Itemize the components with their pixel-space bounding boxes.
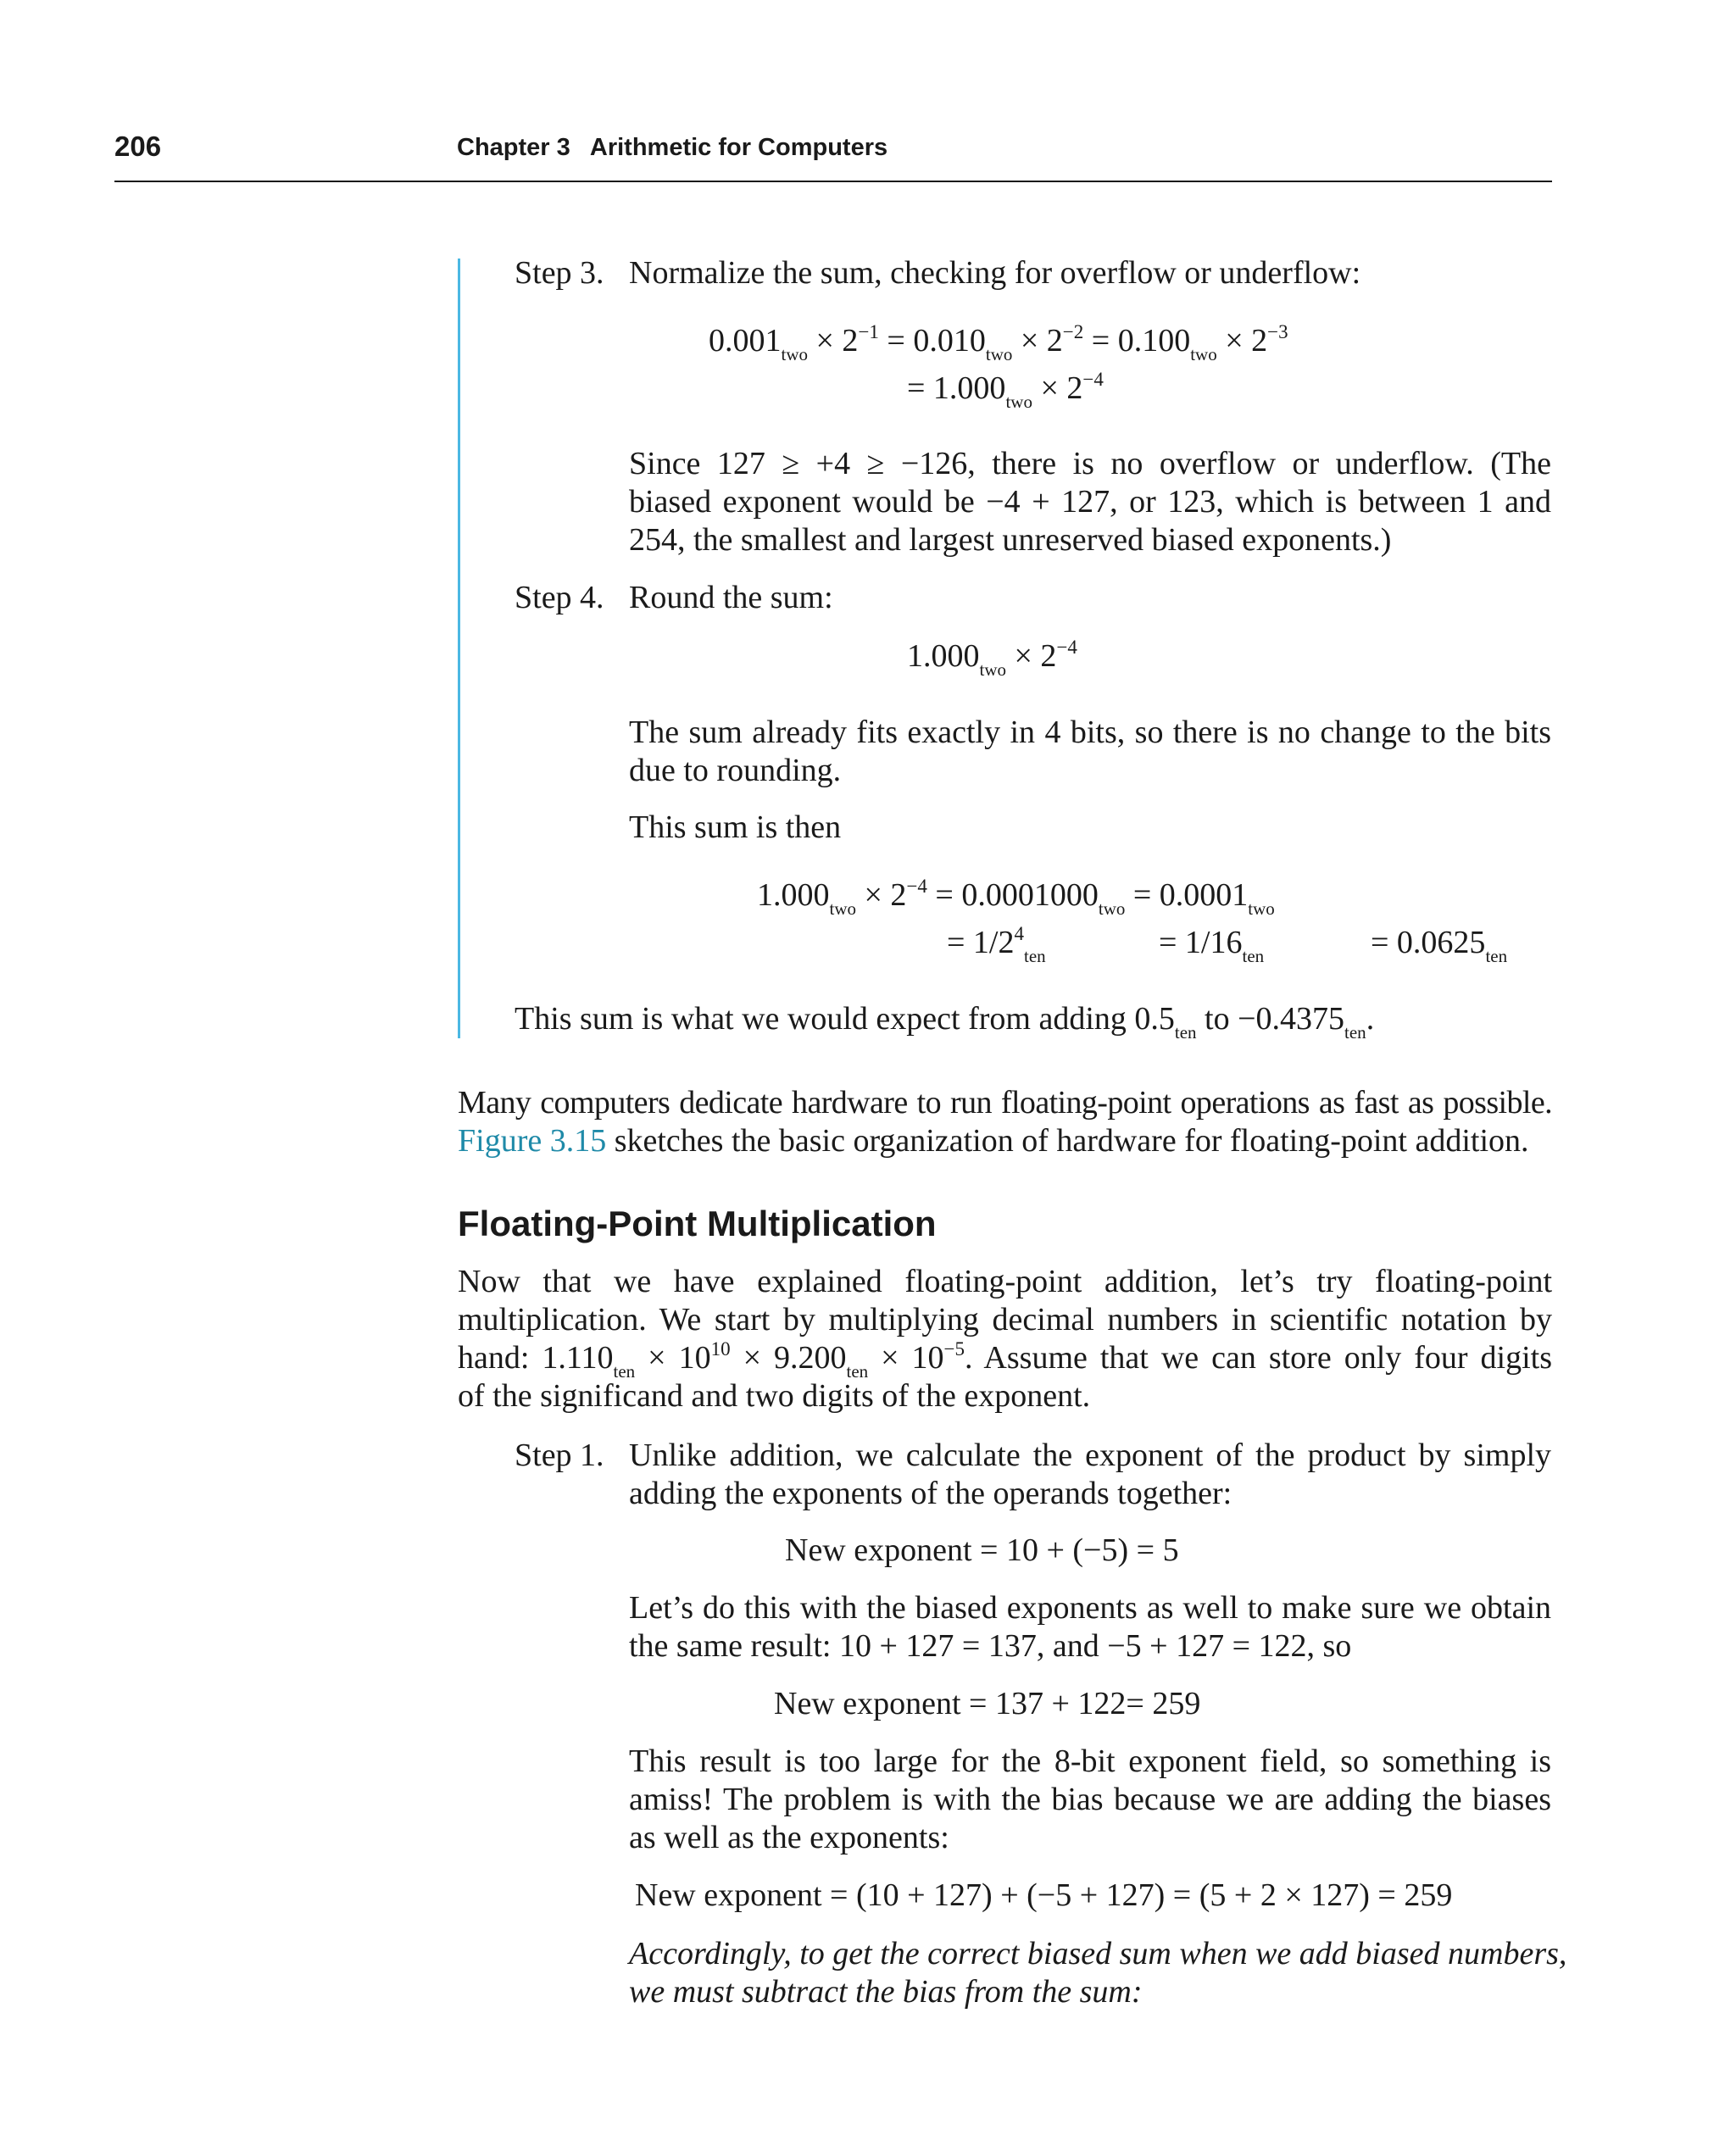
- example-sidebar-bar: [458, 259, 460, 1038]
- step4-equation-2: $1.000_{two} \times 2^{-4} = 0.0001000_{two} = 0.0001_{two}$: [757, 876, 1275, 919]
- step4-paragraph-2: This sum is then: [629, 809, 842, 845]
- step4-title: Round the sum:: [629, 580, 833, 615]
- step3-equation-1: $0.001_{two} \times 2^{-1} = 0.010_{two} \times 2^{-2} = 0.100_{two} \times 2^{-3}$: [709, 321, 1288, 364]
- step3-equation-2: = $1.000_{two} \times 2^{-4}$: [907, 369, 1104, 412]
- step3-title: Normalize the sum, checking for overflow or underflow:: [629, 255, 1361, 291]
- step3-paragraph: Since 127 ≥ +4 ≥ −126, there is no overflow or underflow. (The biased exponent would be −4 + 127, or 123, which is between 1 and 254, the smallest and largest unreserved biased exponents.): [629, 446, 1551, 558]
- chapter-title: Arithmetic for Computers: [589, 134, 888, 161]
- header-rule: [114, 181, 1552, 182]
- mstep1-paragraph-2: This result is too large for the 8-bit exponent field, so something is amiss! The problem is with the bias because we are adding the biases as well as the exponents:: [629, 1743, 1551, 1855]
- mstep1-paragraph-1: Let’s do this with the biased exponents as well to make sure we obtain the same result: 10 + 127 = 137, and −5 + 127 = 122, so: [629, 1590, 1551, 1664]
- mstep1-label: Step 1.: [515, 1438, 604, 1473]
- mstep1-equation-2: New exponent = 137 + 122= 259: [774, 1686, 1201, 1721]
- step4-equation-3b: = $1/16_{ten}$: [1159, 925, 1265, 966]
- step4-equation-3a: = $1/2^4_{ten}$: [947, 923, 1046, 966]
- mstep1-equation-1: New exponent = 10 + (−5) = 5: [785, 1532, 1179, 1568]
- section-heading: Floating-Point Multiplication: [458, 1204, 937, 1243]
- mstep1-title: Unlike addition, we calculate the exponent of the product by simply adding the exponents of the operands together:: [629, 1438, 1551, 1511]
- step4-equation-3c: = $0.0625_{ten}$: [1371, 925, 1508, 966]
- step4-paragraph-1: The sum already fits exactly in 4 bits, so there is no change to the bits due to rounding.: [629, 715, 1551, 788]
- example-summary: This sum is what we would expect from adding $0.5_{ten}$ to $-0.4375_{ten}$.: [515, 1001, 1375, 1043]
- running-header: [457, 134, 887, 162]
- mstep1-equation-3: New exponent = (10 + 127) + (−5 + 127) = (5 + 2 × 127) = 259: [635, 1877, 1453, 1913]
- section-intro-paragraph: Now that we have explained floating-point addition, let’s try floating-point multiplication. We start by multiplying decimal numbers in scientific notation by hand: $1.110_{ten} \times 10^{10} \times 9.200_{ten} \times 10^{-5}$. Assume that we can store only four digits of the significand and two digits of the exponent.: [458, 1264, 1552, 1414]
- step4-equation-1: $1.000_{two} \times 2^{-4}$: [907, 637, 1077, 680]
- mstep1-italic-note: Accordingly, to get the correct biased sum when we add biased numbers, we must subtract the bias from the sum:: [629, 1936, 1567, 2010]
- chapter-number: Chapter 3: [457, 134, 570, 161]
- hardware-paragraph: Many computers dedicate hardware to run floating-point operations as fast as possible. Figure 3.15 sketches the basic organization of hardware for floating-point addition.: [458, 1085, 1552, 1159]
- step4-label: Step 4.: [515, 580, 604, 615]
- figure-3-15-link[interactable]: Figure 3.15: [458, 1123, 607, 1159]
- page-number: 206: [114, 131, 162, 162]
- step3-label: Step 3.: [515, 255, 604, 291]
